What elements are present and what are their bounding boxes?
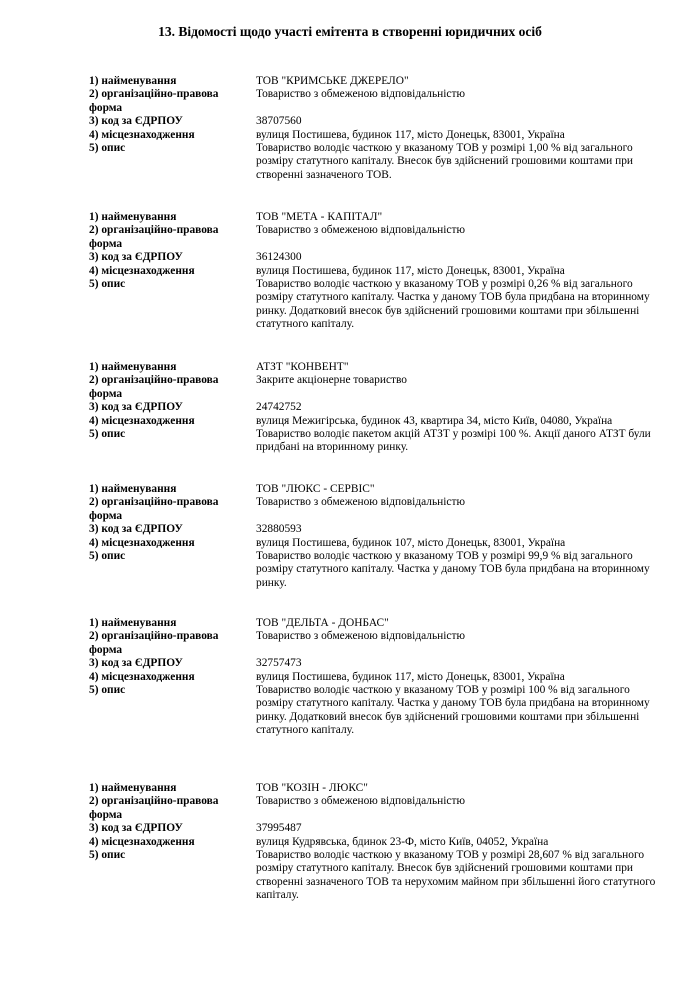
entity-legal-form: Товариство з обмеженою відповідальністю	[256, 795, 465, 808]
name-label: 1) найменування	[89, 211, 177, 223]
code-row	[89, 657, 659, 670]
entity-entry	[89, 75, 659, 182]
legal-form-label-line2: форма	[89, 237, 123, 250]
location-row	[89, 129, 659, 142]
location-label: 4) місцезнаходження	[89, 835, 195, 848]
legal-form-row	[89, 795, 659, 822]
legal-form-row	[89, 496, 659, 523]
description-row	[89, 142, 659, 182]
location-row	[89, 415, 659, 428]
entity-name: ТОВ "ДЕЛЬТА - ДОНБАС"	[256, 617, 389, 629]
legal-form-label-line2: форма	[89, 387, 123, 400]
description-label: 5) опис	[89, 849, 126, 862]
entity-location: вулиця Межигiрська, будинок 43, квартира 34, місто Київ, 04080, Україна	[256, 414, 613, 427]
name-row	[89, 782, 659, 795]
entity-legal-form: Закрите акціонерне товариство	[256, 374, 407, 387]
entity-entry	[89, 782, 659, 903]
entity-description: Товариство володiє часткою у вказаному ТОВ у розмiрi 99,9 % вiд загального розмiру статутного капiталу. Частка у даному ТОВ була придбана на вторинному ринку.	[256, 550, 650, 589]
location-row	[89, 671, 659, 684]
description-label: 5) опис	[89, 278, 126, 291]
entity-legal-form: Товариство з обмеженою відповідальністю	[256, 88, 465, 101]
entity-code: 32880593	[256, 523, 302, 536]
code-label: 3) код за ЄДРПОУ	[89, 822, 183, 835]
location-label: 4) місцезнаходження	[89, 536, 195, 549]
entity-description: Товариство володiє пакетом акцiй АТЗТ у розмiрi 100 %. Акції даного АТЗТ були придбані на вторинному ринку.	[256, 428, 651, 454]
description-label: 5) опис	[89, 550, 126, 563]
entity-legal-form: Товариство з обмеженою вiдповiдальнiстю	[256, 224, 465, 237]
name-row	[89, 211, 659, 224]
entity-code: 36124300	[256, 251, 302, 264]
legal-form-label-line2: форма	[89, 643, 123, 656]
entity-code: 38707560	[256, 115, 302, 128]
entity-code: 37995487	[256, 822, 302, 835]
legal-form-label-line1: 2) організаційно-правова	[89, 630, 219, 643]
entity-name: ТОВ "КОЗIН - ЛЮКС"	[256, 782, 368, 794]
code-label: 3) код за ЄДРПОУ	[89, 657, 183, 670]
name-label: 1) найменування	[89, 361, 177, 373]
entity-description: Товариство володiє часткою у вказаному ТОВ у розмiрi 1,00 % вiд загального розмiру статутного капiталу. Внесок був здiйснений грошовими коштами при створенні зазначеного ТОВ.	[256, 142, 634, 181]
entity-location: вулиця Постишева, будинок 117, місто Донецьк, 83001, Україна	[256, 128, 565, 141]
description-label: 5) опис	[89, 684, 126, 697]
name-label: 1) найменування	[89, 483, 177, 495]
description-row	[89, 278, 659, 332]
entity-location: вулиця Постишева, будинок 107, місто Донецьк, 83001, Україна	[256, 536, 566, 549]
name-row	[89, 483, 659, 496]
entity-name: АТЗТ "КОНВЕНТ"	[256, 361, 349, 373]
code-label: 3) код за ЄДРПОУ	[89, 251, 183, 264]
legal-form-label-line2: форма	[89, 808, 123, 821]
description-label: 5) опис	[89, 142, 126, 155]
entity-description: Товариство володiє часткою у вказаному ТОВ у розмiрi 28,607 % вiд загального розмiру статутного капiталу. Внесок був здiйснений грошовими коштами при створенні зазначеного ТОВ та нерухомим майном при збільшенні його статутного капiталу.	[256, 849, 656, 902]
name-label: 1) найменування	[89, 782, 177, 794]
legal-form-label	[89, 496, 256, 523]
entity-name: ТОВ "ЛЮКС - СЕРВIС"	[256, 483, 375, 495]
entity-code: 32757473	[256, 657, 302, 670]
name-row	[89, 75, 659, 88]
location-label: 4) місцезнаходження	[89, 414, 195, 427]
entity-location: вулиця Кудрявська, бдинок 23-Ф, місто Київ, 04052, Україна	[256, 835, 549, 848]
entity-entry	[89, 483, 659, 590]
entity-description: Товариство володiє часткою у вказаному ТОВ у розмiрi 0,26 % вiд загального розмiру статутного капiталу. Частка у даному ТОВ була придбана на вторинному ринку. Додатковий внесок був здiйснений грошовими коштами при збiльшенні статутного капiталу.	[256, 278, 650, 331]
legal-form-label-line2: форма	[89, 509, 123, 522]
entity-legal-form: Товариство з обмеженою відповідальністю	[256, 496, 465, 509]
location-row	[89, 537, 659, 550]
location-label: 4) місцезнаходження	[89, 670, 195, 683]
location-row	[89, 836, 659, 849]
code-label: 3) код за ЄДРПОУ	[89, 523, 183, 536]
entity-code: 24742752	[256, 401, 302, 414]
code-row	[89, 115, 659, 128]
legal-form-label-line1: 2) організаційно-правова	[89, 88, 219, 101]
location-row	[89, 265, 659, 278]
entity-entry	[89, 617, 659, 738]
entity-entry	[89, 211, 659, 332]
name-label: 1) найменування	[89, 75, 177, 87]
description-label: 5) опис	[89, 428, 126, 441]
legal-form-row	[89, 88, 659, 115]
location-label: 4) місцезнаходження	[89, 128, 195, 141]
legal-form-label	[89, 374, 256, 401]
entity-legal-form: Товариство з обмеженою відповідальністю	[256, 630, 465, 643]
code-row	[89, 401, 659, 414]
page-title: 13. Відомості щодо участі емітента в створенні юридичних осіб	[158, 24, 542, 39]
legal-form-label	[89, 795, 256, 822]
entity-name: ТОВ "МЕТА - КАПIТАЛ"	[256, 211, 383, 223]
legal-form-label-line1: 2) організаційно-правова	[89, 496, 219, 509]
legal-form-label-line1: 2) організаційно-правова	[89, 374, 219, 387]
legal-form-row	[89, 224, 659, 251]
legal-form-label	[89, 630, 256, 657]
entity-description: Товариство володiє часткою у вказаному ТОВ у розмiрi 100 % вiд загального розмiру статутного капiталу. Частка у даному ТОВ була придбана на вторинному ринку. Додатковий внесок був здiйснений грошовими коштами при збiльшенні статутного капiталу.	[256, 684, 650, 737]
legal-form-label-line1: 2) організаційно-правова	[89, 224, 219, 237]
entity-name: ТОВ "КРИМСЬКЕ ДЖЕРЕЛО"	[256, 75, 409, 87]
legal-form-label-line1: 2) організаційно-правова	[89, 795, 219, 808]
code-label: 3) код за ЄДРПОУ	[89, 401, 183, 414]
legal-form-row	[89, 374, 659, 401]
name-label: 1) найменування	[89, 617, 177, 629]
legal-form-label	[89, 224, 256, 251]
code-row	[89, 523, 659, 536]
name-row	[89, 361, 659, 374]
legal-form-row	[89, 630, 659, 657]
code-row	[89, 822, 659, 835]
location-label: 4) місцезнаходження	[89, 264, 195, 277]
legal-form-label-line2: форма	[89, 101, 123, 114]
legal-form-label	[89, 88, 256, 115]
description-row	[89, 684, 659, 738]
description-row	[89, 849, 659, 903]
description-row	[89, 550, 659, 590]
code-label: 3) код за ЄДРПОУ	[89, 115, 183, 128]
name-row	[89, 617, 659, 630]
entity-entry	[89, 361, 659, 455]
code-row	[89, 251, 659, 264]
entity-location: вулиця Постишева, будинок 117, місто Донецьк, 83001, Україна	[256, 264, 565, 277]
entity-location: вулиця Постишева, будинок 117, місто Донецьк, 83001, Україна	[256, 670, 565, 683]
description-row	[89, 428, 659, 455]
